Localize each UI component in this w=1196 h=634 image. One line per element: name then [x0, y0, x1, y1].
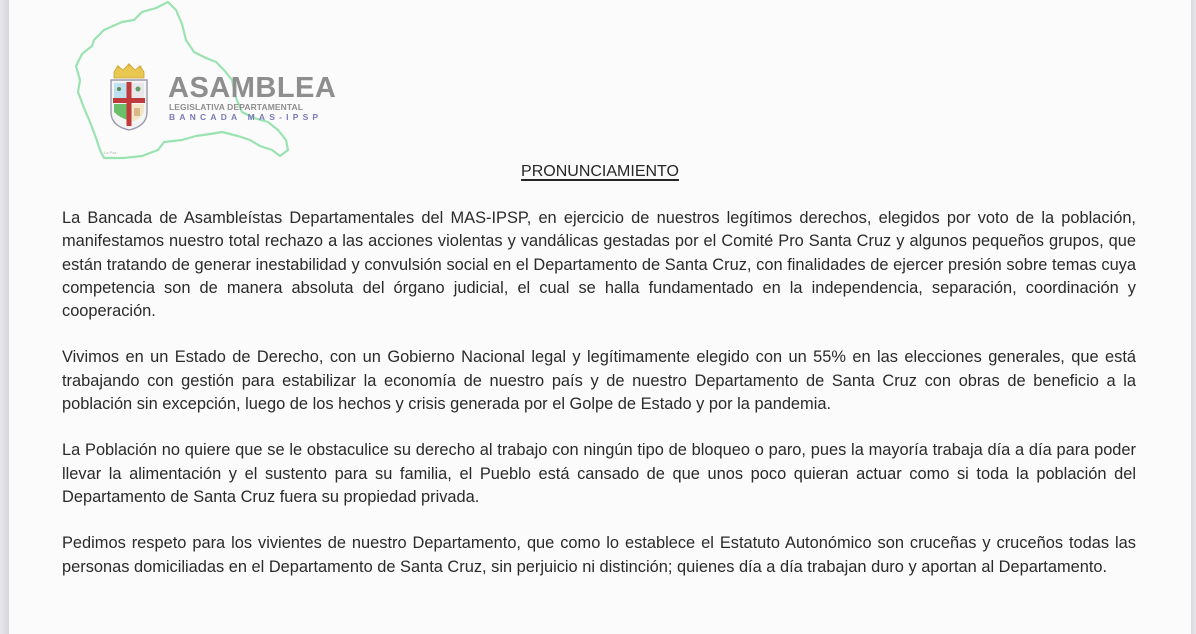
coat-of-arms-icon — [106, 62, 152, 132]
logo-title: ASAMBLEA — [168, 72, 337, 104]
page-edge-right — [1191, 0, 1196, 634]
logo-subtitle: LEGISLATIVA DEPARTAMENTAL — [169, 102, 304, 112]
document-title — [9, 163, 1191, 181]
paragraph-1: La Bancada de Asambleístas Departamentales del MAS-IPSP, en ejercicio de nuestros legítimos derechos, elegidos por voto de la población, manifestamos nuestro total rechazo a las acciones violentas y vandálicas gestadas por el Comité Pro Santa Cruz y algunos pequeños grupos, que están tratando de generar inestabilidad y convulsión social en el Departamento de Santa Cruz, con finalidades de ejercer presión sobre temas cuya competencia son de manera absoluta del órgano judicial, el cual se halla fundamentado en la independencia, separación, coordinación y cooperación. — [62, 209, 1136, 321]
paragraph-2: Vivimos en un Estado de Derecho, con un Gobierno Nacional legal y legítimamente elegido con un 55% en las elecciones generales, que está trabajando con gestión para estabilizar la economía de nuestro país y de nuestro Departamento de Santa Cruz con obras de beneficio a la población sin excepción, luego de los hechos y crisis generada por el Golpe de Estado y por la pandemia. — [62, 348, 1136, 414]
map-caption: La Paz — [104, 150, 117, 155]
paragraph-3: La Población no quiere que se le obstaculice su derecho al trabajo con ningún tipo de bloqueo o paro, pues la mayoría trabaja día a día para poder llevar la alimentación y el sustento para su familia, el Pueblo está cansado de que unos poco quieran actuar como si toda la población del Departamento de Santa Cruz fuera su propiedad privada. — [62, 441, 1136, 506]
asamblea-logo — [64, 0, 364, 165]
document-body — [62, 207, 1136, 602]
document-page — [9, 0, 1191, 634]
document-title-text: PRONUNCIAMIENTO — [521, 163, 679, 180]
page-edge-left — [0, 0, 9, 634]
paragraph-4: Pedimos respeto para los vivientes de nuestro Departamento, que como lo establece el Estatuto Autonómico son cruceñas y cruceños todas las personas domiciliadas en el Departamento de Santa Cruz, sin perjuicio ni distinción; quienes día a día trabajan duro y aportan al Departamento. — [62, 534, 1136, 576]
logo-bancada: BANCADA MAS-IPSP — [169, 112, 323, 122]
